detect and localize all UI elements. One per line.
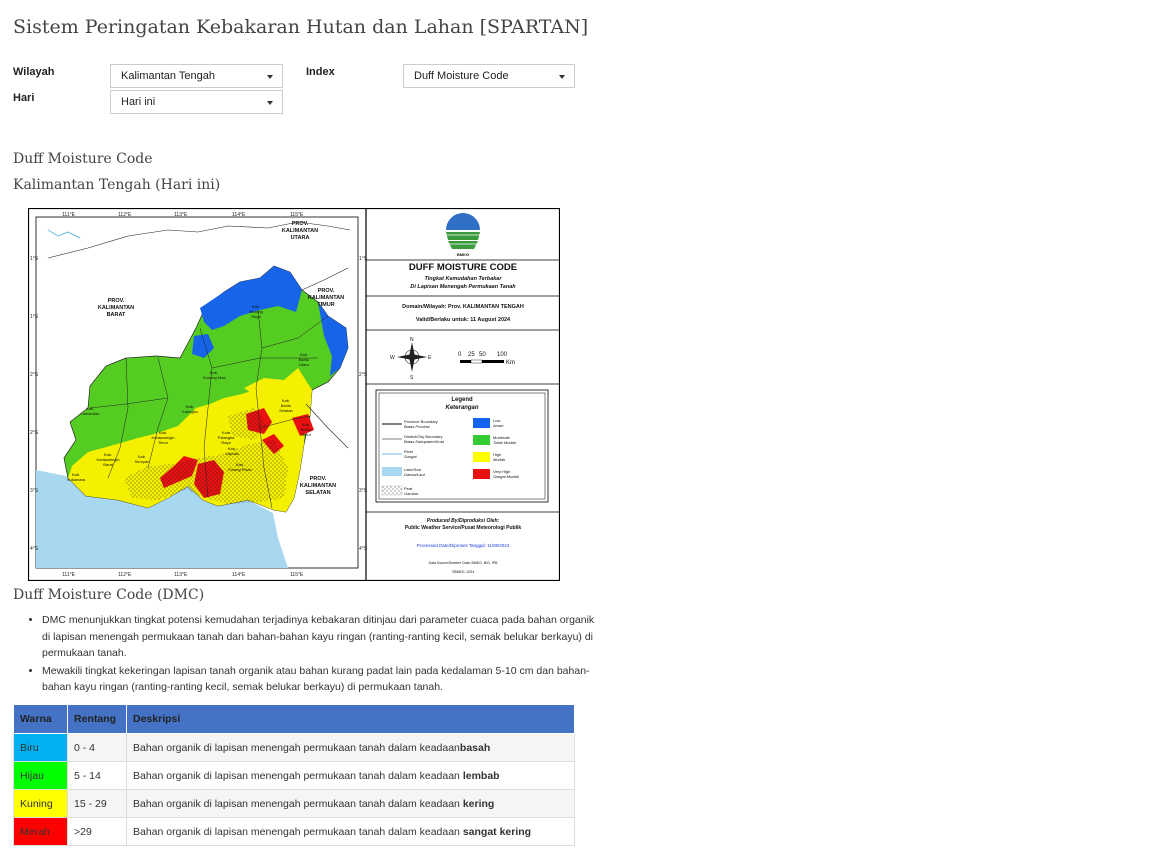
panel-subtitle: Tingkat Kemudahan Terbakar: [424, 276, 502, 282]
regency-label: Seruyan: [134, 459, 150, 464]
regency-label: Kab.: [85, 406, 95, 411]
data-source: Data Source/Sumber Data: BMKG, BIG, IPB: [428, 561, 498, 565]
province-label: UTARA: [290, 235, 310, 241]
scale-unit: Km: [506, 360, 515, 366]
lon-label: 113°E: [174, 572, 188, 578]
province-label: SELATAN: [305, 490, 331, 496]
province-label: KALIMANTAN: [299, 483, 337, 489]
lon-label: 111°E: [62, 212, 75, 218]
regency-label: Kab.: [137, 454, 147, 459]
chevron-down-icon: [559, 75, 565, 79]
regency-label: Kotawaringin: [96, 457, 120, 462]
produced-by: Public Weather Service/Pusat Meteorologi Publik: [404, 525, 522, 531]
legend-item: Peat: [404, 486, 413, 491]
table-row: [14, 790, 575, 818]
regency-label: Sukamara: [66, 477, 86, 482]
hari-select[interactable]: [110, 90, 283, 114]
regency-label: Kab.: [158, 430, 168, 435]
regency-label: Timur: [300, 432, 312, 437]
legend-item: Very High: [493, 469, 511, 474]
table-row: [14, 818, 575, 846]
province-label: KALIMANTAN: [307, 295, 345, 301]
color-cell: Biru: [14, 734, 68, 762]
processed-date: Processed Date/Diproses Tanggal: 11/08/2024: [416, 543, 510, 548]
lon-label: 114°E: [232, 572, 246, 578]
province-label: PROV.: [317, 288, 335, 294]
legend-swatch: [473, 418, 490, 428]
lat-label: 1°S: [359, 256, 368, 262]
wilayah-select[interactable]: [110, 64, 283, 88]
legend-swatch: [473, 435, 490, 445]
index-select-value: Duff Moisture Code: [414, 70, 509, 82]
index-select[interactable]: [403, 64, 575, 88]
hari-label: Hari: [13, 92, 35, 104]
legend-swatch: [473, 469, 490, 479]
scale-bar: [460, 360, 504, 363]
compass-e: E: [428, 355, 432, 361]
province-label: BARAT: [106, 312, 126, 318]
lat-label: 2°S: [359, 372, 368, 378]
lon-label: 112°E: [118, 212, 132, 218]
regency-label: Kab.: [71, 472, 81, 477]
legend-item: Batas Kabupaten/Kota: [404, 439, 445, 444]
desc-cell: Bahan organik di lapisan menengah permukaan tanah dalam keadaanbasah: [127, 734, 575, 762]
wilayah-select-value: Kalimantan Tengah: [121, 70, 215, 82]
regency-label: Lamandau: [80, 411, 100, 416]
lat-label: 1°S: [30, 314, 39, 320]
color-cell: Hijau: [14, 762, 68, 790]
list-item: • DMC menunjukkan tingkat potensi kemudahan terjadinya kebakaran ditinjau dari parameter cuaca pada bahan organik di lapisan menengah permukaan tanah dan bahan-bahan kayu ringan (ranting-ranting kecil, semak belukar berkayu) di permukaan tanah.: [42, 612, 602, 662]
lat-label: 4°S: [359, 546, 368, 552]
province-label: PROV.: [309, 476, 327, 482]
lon-label: 111°E: [62, 572, 75, 578]
legend-item: Lake/Sea: [404, 467, 421, 472]
regency-label: Timur: [157, 440, 169, 445]
regency-label: Gunung Mas: [202, 375, 226, 380]
regency-label: Barito: [298, 357, 310, 362]
regency-label: Kota: [221, 430, 231, 435]
section-title: Duff Moisture Code: [13, 151, 153, 167]
regency-label: Barat: [103, 462, 113, 467]
regency-label: Kapuas: [225, 451, 239, 456]
regency-label: Selatan: [279, 408, 293, 413]
regency-label: Barito: [280, 403, 292, 408]
regency-label: Palangka: [217, 435, 235, 440]
col-header-rentang: Rentang: [68, 705, 127, 734]
regency-label: Barito: [300, 427, 312, 432]
dmc-bullets: [22, 612, 602, 697]
legend-item: Province Boundary: [404, 419, 438, 424]
range-cell: 15 - 29: [68, 790, 127, 818]
section-subtitle: Kalimantan Tengah (Hari ini): [13, 177, 221, 193]
chevron-down-icon: [267, 75, 273, 79]
copyright: ©BMKG, 2024: [451, 570, 475, 574]
legend-subtitle: Keterangan: [445, 405, 479, 411]
legend-swatch: [473, 452, 490, 462]
regency-label: Kab.: [301, 422, 311, 427]
range-cell: 5 - 14: [68, 762, 127, 790]
lat-label: 2°S: [30, 430, 39, 436]
legend-item: Batas Provinsi: [404, 424, 430, 429]
index-label: Index: [306, 66, 335, 78]
province-label: KALIMANTAN: [97, 305, 135, 311]
legend-item: Sangat Mudah: [493, 474, 520, 479]
legend-item: District/City Boundary: [404, 434, 443, 439]
table-header-row: [14, 705, 575, 734]
dmc-heading: Duff Moisture Code (DMC): [13, 587, 205, 603]
regency-label: Kab.: [209, 370, 219, 375]
legend-item: Moderate: [493, 435, 510, 440]
legend-item: Tidak Mudah: [493, 440, 517, 445]
regency-label: Kab.: [299, 352, 309, 357]
range-cell: >29: [68, 818, 127, 846]
lon-label: 113°E: [174, 212, 188, 218]
legend-item: River: [404, 449, 414, 454]
table-row: [14, 762, 575, 790]
regency-label: Utara: [299, 362, 309, 367]
page-title: Sistem Peringatan Kebakaran Hutan dan Lahan [SPARTAN]: [13, 16, 589, 38]
regency-label: Kotawaringin: [151, 435, 175, 440]
compass-n: N: [410, 337, 414, 343]
valid-date-text: Valid/Berlaku untuk: 11 August 2024: [415, 317, 511, 323]
lon-label: 115°E: [290, 212, 304, 218]
legend-item: Sungai: [404, 454, 417, 459]
regency-label: Kab.: [281, 398, 291, 403]
lon-label: 115°E: [290, 572, 304, 578]
panel-title: DUFF MOISTURE CODE: [408, 262, 518, 273]
legend-item: Gambut: [404, 491, 419, 496]
compass-s: S: [410, 375, 414, 381]
desc-cell: Bahan organik di lapisan menengah permukaan tanah dalam keadaan sangat kering: [127, 818, 575, 846]
logo-text: BMKG: [456, 252, 470, 257]
legend-item: High: [493, 452, 502, 457]
scale-label: 50: [479, 352, 486, 358]
regency-label: Murung: [249, 309, 263, 314]
color-cell: Kuning: [14, 790, 68, 818]
table-row: [14, 734, 575, 762]
legend-item: Danau/Laut: [404, 472, 425, 477]
hari-select-value: Hari ini: [121, 96, 156, 108]
legend-item: Aman: [493, 423, 504, 428]
lon-label: 112°E: [118, 572, 132, 578]
scale-label: 100: [497, 352, 508, 358]
regency-label: Kab.: [103, 452, 113, 457]
color-cell: Merah: [14, 818, 68, 846]
scale-label: 25: [468, 352, 475, 358]
domain-text: Domain/Wilayah: Prov. KALIMANTAN TENGAH: [402, 304, 524, 310]
regency-label: Kab.: [227, 446, 237, 451]
lat-label: 1°S: [30, 256, 39, 262]
lat-label: 4°S: [30, 546, 39, 552]
province-label: PROV.: [291, 221, 309, 227]
legend-item: Low: [493, 418, 501, 423]
regency-label: Raya: [221, 440, 231, 445]
col-header-deskripsi: Deskripsi: [127, 705, 575, 734]
regency-label: Pulang Pisau: [228, 467, 252, 472]
regency-label: Raya: [251, 314, 261, 319]
scale-label: 0: [458, 352, 462, 358]
regency-label: Katingan: [182, 409, 198, 414]
regency-label: Kab.: [235, 462, 245, 467]
lat-label: 3°S: [359, 488, 368, 494]
col-header-warna: Warna: [14, 705, 68, 734]
dmc-legend-table: [13, 704, 575, 846]
regency-label: Kab.: [185, 404, 195, 409]
panel-subtitle: Di Lapisan Menengah Permukaan Tanah: [410, 284, 516, 290]
chevron-down-icon: [267, 101, 273, 105]
produced-by: Produced By/Diproduksi Oleh:: [426, 518, 500, 524]
regency-label: Kab.: [251, 304, 261, 309]
lat-label: 3°S: [30, 488, 39, 494]
range-cell: 0 - 4: [68, 734, 127, 762]
dmc-map-image: [28, 208, 560, 581]
compass-w: W: [390, 355, 395, 361]
lon-label: 114°E: [232, 212, 246, 218]
legend-title: Legend: [451, 397, 473, 403]
list-item: • Mewakili tingkat kekeringan lapisan tanah organik atau bahan kurang padat lain pada kedalaman 5-10 cm dan bahan-bahan kayu ringan (ranting-ranting kecil, semak belukar berkayu) di permukaan tanah.: [42, 663, 602, 696]
province-label: KALIMANTAN: [281, 228, 319, 234]
desc-cell: Bahan organik di lapisan menengah permukaan tanah dalam keadaan lembab: [127, 762, 575, 790]
province-label: PROV.: [107, 298, 125, 304]
wilayah-label: Wilayah: [13, 66, 55, 78]
province-label: TIMUR: [317, 302, 335, 308]
lat-label: 2°S: [30, 372, 39, 378]
legend-item: Mudah: [493, 457, 506, 462]
desc-cell: Bahan organik di lapisan menengah permukaan tanah dalam keadaan kering: [127, 790, 575, 818]
